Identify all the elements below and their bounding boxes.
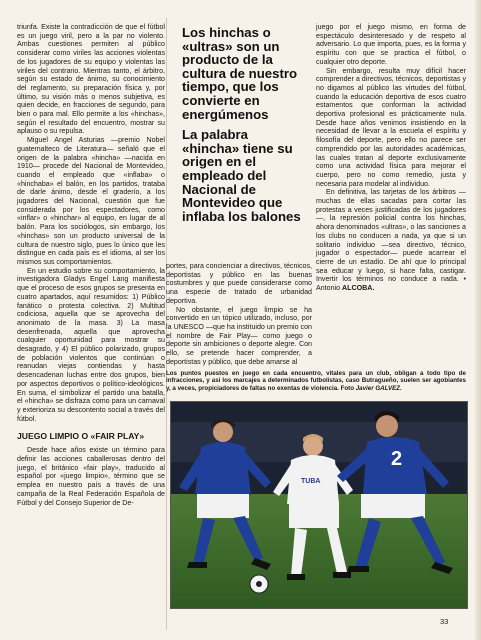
paragraph: Miguel Angel Asturias —premio Nobel guatemalteco de Literatura— señaló que el origen de la palabra «hincha» —nacida en 1910— procede del Nacional de Montevideo, cuando el empleado que «inflaba» o «hinchaba» el balón, en los partidos, trataba de darle ánimo, desde el graderío, a los jugadores del Nacional, cuestión que fue considerada por los espectadores, como «inflar» o «hinchar» al equipo, en lugar de al balón. Para los sociólogos, sin embargo, los «hinchas» son un producto universal de la cultura de nuestro siglo, pues lo único que les distingue en cada país es el idioma, al ser los mismos sus comportamientos.: [17, 136, 165, 266]
paragraph-text: En definitiva, las tarjetas de los árbitros —muchas de ellas sacadas para cortar las protestas a veces justificadas de los jugadores—, la represión policial contra los hinchas, ahora denominados «ultras», o las sanciones a los clubs no conducen a nada, ya que si un solitario individuo —sea directivo, técnico, jugador o espectador— puede acarrear el cierre de un estadio. De ahí que lo principal sea educar y luego, si hace falta, castigar. Invertir los términos no conduce a nada.: [316, 188, 466, 284]
headline-block: [182, 26, 302, 261]
football-match-illustration: [171, 402, 467, 608]
caption-text: Los puntos puestos en juego en cada encuentro, vitales para un club, obligan a todo tipo de infracciones, y asi los marcajes a determinados futbolistas, caso Butragueño, suelen ser agobiantes y, a veces, propiciadores de faltas no exentas de violencia. Foto: [166, 370, 466, 392]
page-number: 33: [440, 617, 449, 626]
paragraph: En un estudio sobre su comportamiento, la investigadora Gladys Engel Lang manifiesta que el proceso de esos grupos se presenta en cuatro apartados, aquí resumidos: 1) Público fanático o protesta colectiva. 2) Multitud codiciosa, aquella que se aprovecha del anonimato de la masa. 3) La masa desenfrenada, aquella que aprovecha cualquier oportunidad para mostrar su desagrado, y 4) El público polarizado, grupos de población violentos que continúan o reanudan viejas contiendas y hasta desencadenan luchas entre dos grupos, bien por aspectos deportivos o político-ideológicos. En suma, el simbolizar el partido una batalla, el «hincha» se disfraza como para un carnaval y exterioriza su descontento social a través del fútbol.: [17, 266, 165, 423]
body-column-4: [316, 23, 466, 375]
match-photo: [170, 401, 468, 609]
paragraph: [316, 188, 466, 292]
paragraph: juego por el juego mismo, en forma de espectáculo desinteresado y de respeto al adversario. Lo que importa, pues, es la forma y espíritu con que se practica el fútbol, o cualquier otro deporte.: [316, 23, 466, 66]
dark-shirt: [195, 442, 251, 495]
author-name: ALCOBA.: [342, 284, 375, 293]
photo-caption: [166, 370, 466, 400]
shirt-sponsor-text: TUBA: [301, 478, 321, 485]
section-subhead: JUEGO LIMPIO O «FAIR PLAY»: [17, 431, 145, 442]
paragraph: portes, para concienciar a directivos, técnicos, deportistas y público en las buenas costumbres y que puede considerarse como una especie de tratado de urbanidad deportiva.: [166, 262, 312, 305]
paragraph: No obstante, el juego limpio se ha convertido en un tópico utilizado, incluso, por la UNESCO —que ha instituido un premio con el nombre de Fair Play— como juego o deporte sin ambiciones o deporte alegre. Con ello, se pretende hacer comprender, a deportistas y público, que debe amarse al: [166, 305, 312, 366]
jersey-number: 2: [391, 448, 403, 470]
author-prefix: • Antonio: [316, 275, 466, 293]
paragraph: Desde hace años existe un término para definir las acciones caballerosas dentro del juego, el británico «fair play», traducido al español por «juego limpio», término que se emplea en nuestro país a través de una campaña de la Real Federación Española de Fútbol y del Consejo Superior de De-: [17, 446, 165, 507]
body-column-3: [166, 262, 312, 366]
paragraph: triunfa. Existe la contradicción de que el fútbol es un juego viril, pero a la par no violento. Ambas cuestiones permiten al público considerar como viriles las acciones violentas de los jugadores de su equipo y violentas las viriles del contrario. Mientras tanto, el árbitro, según su estado de ánimo, su conocimiento del reglamento, su preparación física y, por último, su visión más o menos subjetiva, es quien decide, en fracciones de segundo, para bien o para mal. Ello permite a los «hinchas», según el resultado del encuentro, mostrar su aplauso o su repulsa.: [17, 23, 165, 136]
paragraph: Sin embargo, resulta muy difícil hacer comprender a directivos, técnicos, deportistas y no digamos al público las virtudes del fútbol, cuando la educación deportiva de esos cuatro estamentos que conforman la actividad deportiva profesional es prácticamente nula. Desde hace años venimos insistiendo en la necesidad de llevar a la escuela el espíritu y filosofía del deporte, pero ello no parece ser comprendido por las autoridades académicas, las cuales tratan al deporte exclusivamente como una actividad física para mejorar el cuerpo, pero no como remedio, justa y necesaria para modelar al individuo.: [316, 66, 466, 188]
photo-credit: Javier GALVEZ.: [355, 384, 402, 392]
body-column-1: [17, 23, 165, 633]
headline-primary: Los hinchas o «ultras» son un producto de la cultura de nuestro tiempo, que los convierte en energúmenos: [182, 25, 298, 122]
headline-secondary: La palabra «hincha» tiene su origen en el empleado del Nacional de Montevideo que inflaba los balones: [182, 127, 301, 224]
